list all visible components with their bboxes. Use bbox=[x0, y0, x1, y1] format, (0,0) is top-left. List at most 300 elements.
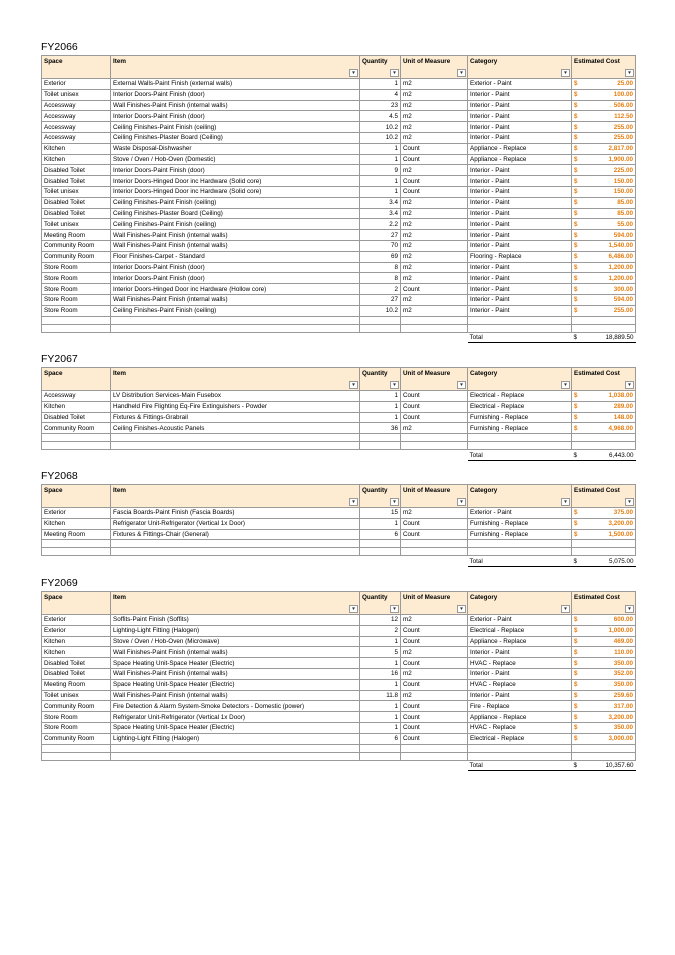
blank-cell bbox=[401, 744, 468, 752]
header-quantity bbox=[360, 368, 401, 391]
cell-space: Disabled Toilet bbox=[42, 412, 111, 423]
table-row bbox=[42, 208, 636, 219]
cell-unit: m2 bbox=[401, 305, 468, 316]
cell-space: Meeting Room bbox=[42, 529, 111, 540]
cell-quantity: 1 bbox=[360, 391, 401, 402]
total-spacer bbox=[360, 556, 401, 567]
cell-unit: Count bbox=[401, 679, 468, 690]
filter-dropdown-icon[interactable]: ▾ bbox=[457, 381, 466, 389]
cell-category: Electrical - Replace bbox=[468, 733, 572, 744]
currency-symbol: $ bbox=[574, 659, 578, 667]
cell-item: Interior Doors-Paint Finish (door) bbox=[111, 165, 360, 176]
filter-dropdown-icon[interactable]: ▾ bbox=[390, 381, 399, 389]
cell-cost bbox=[572, 305, 636, 316]
estimate-table bbox=[41, 484, 636, 567]
total-value-cell bbox=[572, 332, 636, 343]
table-row bbox=[42, 615, 636, 626]
blank-cell bbox=[42, 434, 111, 442]
cell-unit: Count bbox=[401, 401, 468, 412]
cell-category: Interior - Paint bbox=[468, 690, 572, 701]
cost-value: 594.00 bbox=[613, 296, 633, 304]
table-row bbox=[42, 89, 636, 100]
cell-unit: Count bbox=[401, 143, 468, 154]
cell-space: Toilet unisex bbox=[42, 186, 111, 197]
table-row bbox=[42, 401, 636, 412]
cell-space: Store Room bbox=[42, 712, 111, 723]
cell-category: Appliance - Replace bbox=[468, 636, 572, 647]
cell-unit: m2 bbox=[401, 294, 468, 305]
cell-quantity: 11.8 bbox=[360, 690, 401, 701]
blank-cell bbox=[360, 324, 401, 332]
cell-item: Waste Disposal-Dishwasher bbox=[111, 143, 360, 154]
cost-value: 506.00 bbox=[613, 101, 633, 109]
cell-unit: m2 bbox=[401, 122, 468, 133]
cell-category: Interior - Paint bbox=[468, 89, 572, 100]
total-value: 18,889.50 bbox=[605, 333, 634, 341]
header-item bbox=[111, 485, 360, 508]
cost-value: 6,486.00 bbox=[608, 253, 633, 261]
filter-dropdown-icon[interactable]: ▾ bbox=[349, 381, 358, 389]
cost-value: 1,038.00 bbox=[608, 392, 633, 400]
cell-cost bbox=[572, 529, 636, 540]
cost-value: 259.60 bbox=[613, 691, 633, 699]
cell-cost bbox=[572, 262, 636, 273]
blank-cell bbox=[468, 316, 572, 324]
table-row bbox=[42, 165, 636, 176]
cell-unit: Count bbox=[401, 712, 468, 723]
cell-quantity: 1 bbox=[360, 186, 401, 197]
blank-cell bbox=[572, 744, 636, 752]
header-space-label: Space bbox=[44, 594, 63, 601]
cost-value: 352.00 bbox=[613, 670, 633, 678]
cell-quantity: 3.4 bbox=[360, 197, 401, 208]
filter-dropdown-icon[interactable]: ▾ bbox=[349, 69, 358, 77]
currency-symbol: $ bbox=[574, 681, 578, 689]
currency-symbol: $ bbox=[574, 530, 578, 538]
header-item-label: Item bbox=[113, 370, 126, 377]
blank-cell bbox=[42, 548, 111, 556]
currency-symbol: $ bbox=[574, 231, 578, 239]
table-row bbox=[42, 111, 636, 122]
blank-cell bbox=[42, 324, 111, 332]
cell-cost bbox=[572, 111, 636, 122]
total-spacer bbox=[111, 332, 360, 343]
cost-value: 255.00 bbox=[613, 123, 633, 131]
header-category-label: Category bbox=[470, 370, 498, 377]
cell-cost bbox=[572, 391, 636, 402]
total-value-cell bbox=[572, 450, 636, 461]
total-row bbox=[42, 760, 636, 771]
table-row bbox=[42, 273, 636, 284]
blank-cell bbox=[360, 752, 401, 760]
filter-dropdown-icon[interactable]: ▾ bbox=[457, 605, 466, 613]
cell-quantity: 1 bbox=[360, 143, 401, 154]
header-unit bbox=[401, 485, 468, 508]
blank-cell bbox=[401, 442, 468, 450]
currency-symbol: $ bbox=[573, 557, 578, 565]
filter-dropdown-icon[interactable]: ▾ bbox=[390, 605, 399, 613]
cell-quantity: 6 bbox=[360, 733, 401, 744]
cell-space: Community Room bbox=[42, 733, 111, 744]
section-year-title: FY2069 bbox=[41, 577, 78, 589]
total-spacer bbox=[42, 450, 111, 461]
cell-quantity: 4 bbox=[360, 89, 401, 100]
cell-cost bbox=[572, 284, 636, 295]
cell-unit: Count bbox=[401, 518, 468, 529]
table-header-row bbox=[42, 56, 636, 79]
blank-cell bbox=[111, 540, 360, 548]
cost-value: 148.00 bbox=[613, 413, 633, 421]
header-item bbox=[111, 592, 360, 615]
cost-value: 85.00 bbox=[617, 199, 633, 207]
cost-value: 150.00 bbox=[613, 188, 633, 196]
header-quantity-label: Quantity bbox=[362, 594, 388, 601]
cell-unit: Count bbox=[401, 625, 468, 636]
cost-value: 255.00 bbox=[613, 307, 633, 315]
currency-symbol: $ bbox=[574, 403, 578, 411]
currency-symbol: $ bbox=[574, 220, 578, 228]
filter-dropdown-icon[interactable]: ▾ bbox=[457, 498, 466, 506]
total-value-cell bbox=[572, 556, 636, 567]
cell-space: Meeting Room bbox=[42, 679, 111, 690]
total-spacer bbox=[111, 556, 360, 567]
header-space bbox=[42, 592, 111, 615]
cell-unit: Count bbox=[401, 722, 468, 733]
blank-cell bbox=[572, 434, 636, 442]
cost-value: 350.00 bbox=[613, 681, 633, 689]
header-space-label: Space bbox=[44, 370, 63, 377]
cell-cost bbox=[572, 701, 636, 712]
cell-quantity: 23 bbox=[360, 100, 401, 111]
header-space-label: Space bbox=[44, 58, 63, 65]
filter-dropdown-icon[interactable]: ▾ bbox=[390, 69, 399, 77]
cell-category: HVAC - Replace bbox=[468, 658, 572, 669]
cell-unit: Count bbox=[401, 176, 468, 187]
cell-category: Electrical - Replace bbox=[468, 391, 572, 402]
cell-quantity: 1 bbox=[360, 701, 401, 712]
currency-symbol: $ bbox=[574, 91, 578, 99]
cell-unit: Count bbox=[401, 391, 468, 402]
cell-space: Community Room bbox=[42, 240, 111, 251]
cell-item: Stove / Oven / Hob-Oven (Domestic) bbox=[111, 154, 360, 165]
cost-value: 3,000.00 bbox=[608, 735, 633, 743]
cost-value: 1,000.00 bbox=[608, 627, 633, 635]
estimate-table bbox=[41, 55, 636, 343]
cell-space: Store Room bbox=[42, 722, 111, 733]
cell-cost bbox=[572, 294, 636, 305]
cost-value: 150.00 bbox=[613, 177, 633, 185]
cell-cost bbox=[572, 79, 636, 90]
table-row bbox=[42, 186, 636, 197]
total-row bbox=[42, 450, 636, 461]
header-cost-label: Estimated Cost bbox=[574, 487, 620, 494]
total-spacer bbox=[42, 556, 111, 567]
cell-item: External Walls-Paint Finish (external walls) bbox=[111, 79, 360, 90]
total-label: Total bbox=[468, 556, 572, 567]
currency-symbol: $ bbox=[574, 392, 578, 400]
cell-item: Stove / Oven / Hob-Oven (Microwave) bbox=[111, 636, 360, 647]
cell-category: Exterior - Paint bbox=[468, 79, 572, 90]
cell-cost bbox=[572, 219, 636, 230]
cell-category: Interior - Paint bbox=[468, 197, 572, 208]
currency-symbol: $ bbox=[574, 123, 578, 131]
cell-space: Store Room bbox=[42, 273, 111, 284]
cell-item: Fixtures & Fittings-Grabrail bbox=[111, 412, 360, 423]
cell-cost bbox=[572, 230, 636, 241]
header-item bbox=[111, 368, 360, 391]
table-row bbox=[42, 412, 636, 423]
blank-cell bbox=[572, 548, 636, 556]
cell-category: Interior - Paint bbox=[468, 240, 572, 251]
cell-unit: m2 bbox=[401, 647, 468, 658]
header-category bbox=[468, 368, 572, 391]
section-year-title: FY2066 bbox=[41, 41, 78, 53]
table-row bbox=[42, 197, 636, 208]
header-quantity-label: Quantity bbox=[362, 487, 388, 494]
cell-item: Interior Doors-Paint Finish (door) bbox=[111, 273, 360, 284]
cell-unit: Count bbox=[401, 529, 468, 540]
cell-cost bbox=[572, 240, 636, 251]
cell-item: Soffits-Paint Finish (Soffits) bbox=[111, 615, 360, 626]
cost-value: 2,817.00 bbox=[608, 145, 633, 153]
blank-cell bbox=[111, 442, 360, 450]
blank-cell bbox=[360, 434, 401, 442]
cell-unit: m2 bbox=[401, 668, 468, 679]
currency-symbol: $ bbox=[574, 307, 578, 315]
cell-unit: m2 bbox=[401, 111, 468, 122]
filter-dropdown-icon[interactable]: ▾ bbox=[349, 605, 358, 613]
filter-dropdown-icon[interactable]: ▾ bbox=[625, 69, 634, 77]
blank-cell bbox=[468, 324, 572, 332]
total-value-cell bbox=[572, 760, 636, 771]
cell-cost bbox=[572, 143, 636, 154]
cell-quantity: 10.2 bbox=[360, 122, 401, 133]
cell-category: Interior - Paint bbox=[468, 294, 572, 305]
cell-space: Accessway bbox=[42, 111, 111, 122]
filter-dropdown-icon[interactable]: ▾ bbox=[625, 381, 634, 389]
cell-item: Space Heating Unit-Space Heater (Electric) bbox=[111, 722, 360, 733]
cell-category: Appliance - Replace bbox=[468, 712, 572, 723]
cell-item: Wall Finishes-Paint Finish (internal walls) bbox=[111, 690, 360, 701]
table-row bbox=[42, 722, 636, 733]
blank-row bbox=[42, 752, 636, 760]
cell-unit: m2 bbox=[401, 89, 468, 100]
currency-symbol: $ bbox=[573, 761, 578, 769]
cell-item: Lighting-Light Fitting (Halogen) bbox=[111, 625, 360, 636]
cell-quantity: 1 bbox=[360, 712, 401, 723]
cost-value: 1,500.00 bbox=[608, 530, 633, 538]
cell-cost bbox=[572, 679, 636, 690]
cell-category: Interior - Paint bbox=[468, 284, 572, 295]
cost-value: 594.00 bbox=[613, 231, 633, 239]
filter-dropdown-icon[interactable]: ▾ bbox=[561, 498, 570, 506]
cell-category: Appliance - Replace bbox=[468, 143, 572, 154]
cell-quantity: 2 bbox=[360, 284, 401, 295]
blank-row bbox=[42, 540, 636, 548]
currency-symbol: $ bbox=[574, 209, 578, 217]
currency-symbol: $ bbox=[574, 263, 578, 271]
cell-category: Interior - Paint bbox=[468, 668, 572, 679]
cell-category: Interior - Paint bbox=[468, 176, 572, 187]
header-cost bbox=[572, 56, 636, 79]
table-row bbox=[42, 712, 636, 723]
cell-quantity: 1 bbox=[360, 679, 401, 690]
currency-symbol: $ bbox=[573, 333, 578, 341]
cell-space: Community Room bbox=[42, 701, 111, 712]
cell-item: Wall Finishes-Paint Finish (internal walls) bbox=[111, 294, 360, 305]
cell-item: Ceiling Finishes-Paint Finish (ceiling) bbox=[111, 219, 360, 230]
estimate-table bbox=[41, 367, 636, 461]
cell-cost bbox=[572, 625, 636, 636]
header-unit bbox=[401, 368, 468, 391]
blank-row bbox=[42, 434, 636, 442]
cell-quantity: 1 bbox=[360, 79, 401, 90]
total-spacer bbox=[401, 450, 468, 461]
currency-symbol: $ bbox=[574, 80, 578, 88]
cell-item: Ceiling Finishes-Paint Finish (ceiling) bbox=[111, 197, 360, 208]
cell-item: Floor Finishes-Carpet - Standard bbox=[111, 251, 360, 262]
cell-quantity: 2.2 bbox=[360, 219, 401, 230]
cost-value: 300.00 bbox=[613, 285, 633, 293]
filter-dropdown-icon[interactable]: ▾ bbox=[457, 69, 466, 77]
cell-unit: m2 bbox=[401, 262, 468, 273]
table-header-row bbox=[42, 368, 636, 391]
blank-row bbox=[42, 442, 636, 450]
total-spacer bbox=[42, 760, 111, 771]
currency-symbol: $ bbox=[574, 648, 578, 656]
cell-item: Interior Doors-Hinged Door inc Hardware (Solid core) bbox=[111, 186, 360, 197]
cell-item: Wall Finishes-Paint Finish (internal walls) bbox=[111, 100, 360, 111]
currency-symbol: $ bbox=[574, 520, 578, 528]
currency-symbol: $ bbox=[574, 134, 578, 142]
cell-cost bbox=[572, 197, 636, 208]
table-row bbox=[42, 733, 636, 744]
currency-symbol: $ bbox=[574, 509, 578, 517]
blank-row bbox=[42, 324, 636, 332]
cell-space: Kitchen bbox=[42, 143, 111, 154]
cell-cost bbox=[572, 100, 636, 111]
cell-quantity: 6 bbox=[360, 529, 401, 540]
cell-space: Toilet unisex bbox=[42, 219, 111, 230]
cost-value: 4,968.00 bbox=[608, 424, 633, 432]
cell-cost bbox=[572, 647, 636, 658]
cell-space: Store Room bbox=[42, 305, 111, 316]
filter-dropdown-icon[interactable]: ▾ bbox=[625, 605, 634, 613]
filter-dropdown-icon[interactable]: ▾ bbox=[625, 498, 634, 506]
table-row bbox=[42, 100, 636, 111]
cell-category: HVAC - Replace bbox=[468, 722, 572, 733]
currency-symbol: $ bbox=[574, 424, 578, 432]
currency-symbol: $ bbox=[574, 188, 578, 196]
cell-space: Kitchen bbox=[42, 154, 111, 165]
table-row bbox=[42, 625, 636, 636]
cell-unit: m2 bbox=[401, 615, 468, 626]
cell-quantity: 5 bbox=[360, 647, 401, 658]
filter-dropdown-icon[interactable]: ▾ bbox=[561, 605, 570, 613]
cell-space: Accessway bbox=[42, 132, 111, 143]
table-row bbox=[42, 122, 636, 133]
cell-space: Community Room bbox=[42, 251, 111, 262]
cell-space: Exterior bbox=[42, 615, 111, 626]
cost-value: 3,200.00 bbox=[608, 520, 633, 528]
cost-value: 255.00 bbox=[613, 134, 633, 142]
filter-dropdown-icon[interactable]: ▾ bbox=[561, 381, 570, 389]
total-spacer bbox=[360, 332, 401, 343]
currency-symbol: $ bbox=[574, 199, 578, 207]
cell-category: Exterior - Paint bbox=[468, 615, 572, 626]
header-category-label: Category bbox=[470, 58, 498, 65]
header-quantity-label: Quantity bbox=[362, 58, 388, 65]
cell-unit: m2 bbox=[401, 240, 468, 251]
cell-unit: Count bbox=[401, 186, 468, 197]
total-spacer bbox=[360, 450, 401, 461]
header-unit-label: Unit of Measure bbox=[403, 594, 451, 601]
blank-cell bbox=[572, 316, 636, 324]
cell-space: Store Room bbox=[42, 294, 111, 305]
cell-category: Interior - Paint bbox=[468, 262, 572, 273]
currency-symbol: $ bbox=[574, 670, 578, 678]
total-spacer bbox=[360, 760, 401, 771]
cell-category: Interior - Paint bbox=[468, 111, 572, 122]
cell-space: Accessway bbox=[42, 391, 111, 402]
total-row bbox=[42, 332, 636, 343]
header-unit bbox=[401, 592, 468, 615]
blank-cell bbox=[468, 548, 572, 556]
cell-space: Kitchen bbox=[42, 636, 111, 647]
cell-cost bbox=[572, 176, 636, 187]
cell-cost bbox=[572, 122, 636, 133]
cell-unit: Count bbox=[401, 284, 468, 295]
cell-item: Ceiling Finishes-Plaster Board (Ceiling) bbox=[111, 208, 360, 219]
filter-dropdown-icon[interactable]: ▾ bbox=[561, 69, 570, 77]
blank-cell bbox=[42, 442, 111, 450]
cell-cost bbox=[572, 722, 636, 733]
blank-cell bbox=[468, 434, 572, 442]
cell-category: Interior - Paint bbox=[468, 647, 572, 658]
cell-unit: m2 bbox=[401, 690, 468, 701]
cell-cost bbox=[572, 251, 636, 262]
cost-value: 3,200.00 bbox=[608, 713, 633, 721]
header-item bbox=[111, 56, 360, 79]
cell-quantity: 3.4 bbox=[360, 208, 401, 219]
blank-cell bbox=[360, 316, 401, 324]
filter-dropdown-icon[interactable]: ▾ bbox=[349, 498, 358, 506]
cost-value: 112.50 bbox=[614, 112, 633, 120]
cell-item: Ceiling Finishes-Paint Finish (ceiling) bbox=[111, 305, 360, 316]
table-header-row bbox=[42, 592, 636, 615]
cell-item: Interior Doors-Paint Finish (door) bbox=[111, 262, 360, 273]
total-label: Total bbox=[468, 450, 572, 461]
cell-space: Accessway bbox=[42, 122, 111, 133]
cost-value: 85.00 bbox=[617, 209, 633, 217]
cell-quantity: 1 bbox=[360, 412, 401, 423]
cell-cost bbox=[572, 615, 636, 626]
blank-cell bbox=[360, 548, 401, 556]
cell-category: Interior - Paint bbox=[468, 305, 572, 316]
cell-cost bbox=[572, 658, 636, 669]
header-cost bbox=[572, 592, 636, 615]
blank-cell bbox=[360, 442, 401, 450]
header-unit bbox=[401, 56, 468, 79]
table-row bbox=[42, 240, 636, 251]
cell-cost bbox=[572, 423, 636, 434]
cell-quantity: 12 bbox=[360, 615, 401, 626]
filter-dropdown-icon[interactable]: ▾ bbox=[390, 498, 399, 506]
cell-unit: m2 bbox=[401, 79, 468, 90]
cell-category: Exterior - Paint bbox=[468, 508, 572, 519]
cell-quantity: 1 bbox=[360, 722, 401, 733]
cell-space: Kitchen bbox=[42, 518, 111, 529]
